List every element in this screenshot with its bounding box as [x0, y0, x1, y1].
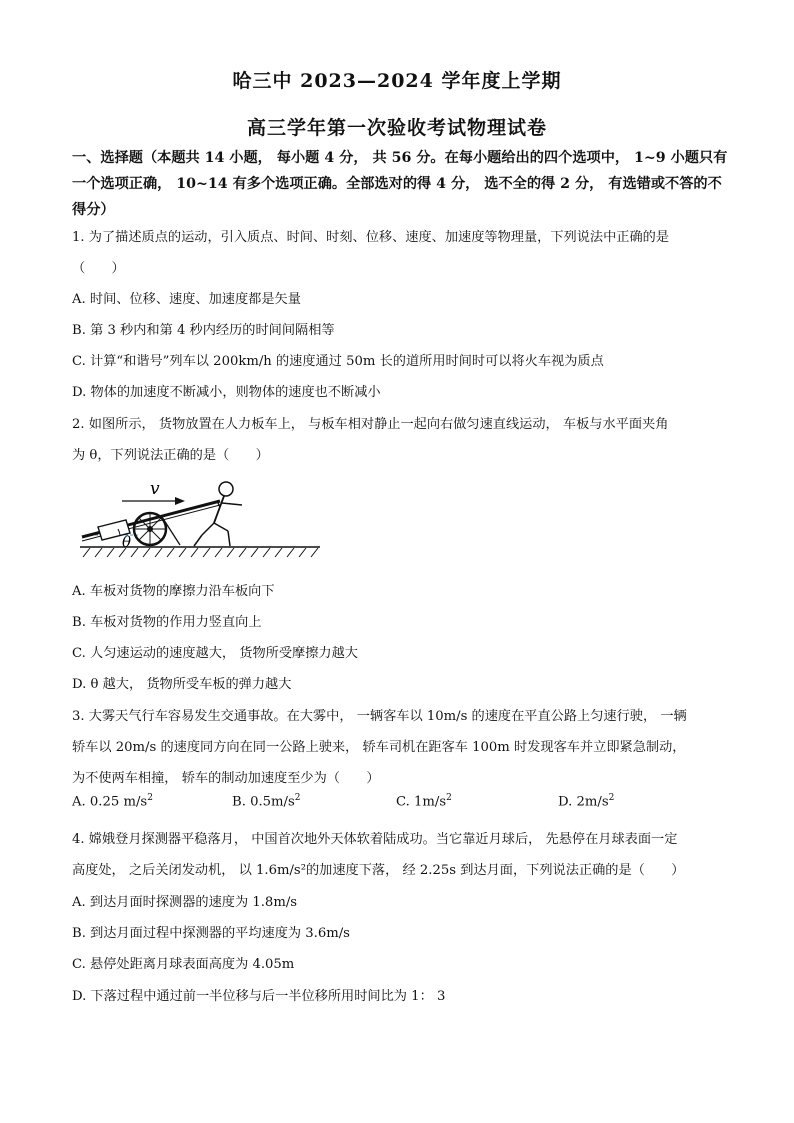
exam-subtitle: 高三学年第一次验收考试物理试卷 [246, 117, 547, 139]
q1-option-d: D. 物体的加速度不断减小，则物体的速度也不断减小 [72, 385, 381, 400]
q3-stem-line3: 为不使两车相撞， 轿车的制动加速度至少为（ ） [72, 771, 380, 786]
q4-option-d: D. 下落过程中通过前一半位移与后一半位移所用时间比为 1： 3 [72, 989, 446, 1004]
q1-option-c: C. 计算“和谐号”列车以 200km/h 的速度通过 50m 长的道所用时间时可以将火车视为质点 [72, 354, 604, 369]
q3-option-d: D. $2m/s^2$ [558, 793, 615, 810]
q3-option-c: C. $1m/s^2$ [396, 793, 452, 810]
q1-option-b: B. 第 3 秒内和第 4 秒内经历的时间间隔相等 [72, 323, 335, 338]
q2-option-c: C. 人匀速运动的速度越大， 货物所受摩擦力越大 [72, 646, 358, 661]
q2-option-d: D. θ 越大， 货物所受车板的弹力越大 [72, 677, 292, 692]
q4-stem-line2: 高度处， 之后关闭发动机， 以 1.6m/s²的加速度下落， 经 2.25s 到达月面，下列说法正确的是（ ） [72, 863, 685, 878]
cart-figure [80, 475, 325, 564]
q2-stem-line2: 为 θ，下列说法正确的是（ ） [72, 448, 269, 463]
q2-option-b: B. 车板对货物的作用力竖直向上 [72, 615, 262, 630]
q4-option-c: C. 悬停处距离月球表面高度为 4.05m [72, 957, 295, 972]
q4-stem-line1: 4. 嫦娥登月探测器平稳落月， 中国首次地外天体软着陆成功。当它靠近月球后， 先悬停在月球表面一定 [72, 832, 678, 847]
q3-option-a: A. 0.25 $m/s^2$ [72, 793, 153, 810]
q4-option-a: A. 到达月面时探测器的速度为 1.8m/s [72, 895, 298, 910]
section-heading: 一、选择题（本题共 14 小题， 每小题 4 分， 共 56 分。在每小题给出的四个选项中， 1~9 小题只有一个选项正确， 10~14 有多个选项正确。全部选对的得 4 分， 选不全的得 2 分， 有选错或不答的不得分） [72, 150, 728, 218]
q3-stem-line2: 轿车以 20m/s 的速度同方向在同一公路上驶来， 轿车司机在距客车 100m 时发现客车并立即紧急制动， [72, 740, 686, 755]
q3-stem-line1: 3. 大雾天气行车容易发生交通事故。在大雾中， 一辆客车以 10m/s 的速度在平直公路上匀速行驶， 一辆 [72, 709, 687, 724]
exam-title: 哈三中 2023—2024 学年度上学期 [232, 70, 562, 92]
cart-diagram [80, 475, 325, 560]
q1-option-a: A. 时间、位移、速度、加速度都是矢量 [72, 292, 301, 307]
velocity-label: v [150, 479, 160, 499]
q4-option-b: B. 到达月面过程中探测器的平均速度为 3.6m/s [72, 926, 350, 941]
q1-stem-line1: 1. 为了描述质点的运动，引入质点、时间、时刻、位移、速度、加速度等物理量，下列说法中正确的是 [72, 230, 670, 245]
q3-option-b: B. $0.5m/s^2$ [232, 793, 301, 810]
q2-stem-line1: 2. 如图所示， 货物放置在人力板车上， 与板车相对静止一起向右做匀速直线运动， 车板与水平面夹角 [72, 417, 669, 432]
q2-option-a: A. 车板对货物的摩擦力沿车板向下 [72, 584, 275, 599]
angle-label: θ [122, 533, 132, 551]
q1-stem-line2: （ ） [72, 261, 125, 276]
